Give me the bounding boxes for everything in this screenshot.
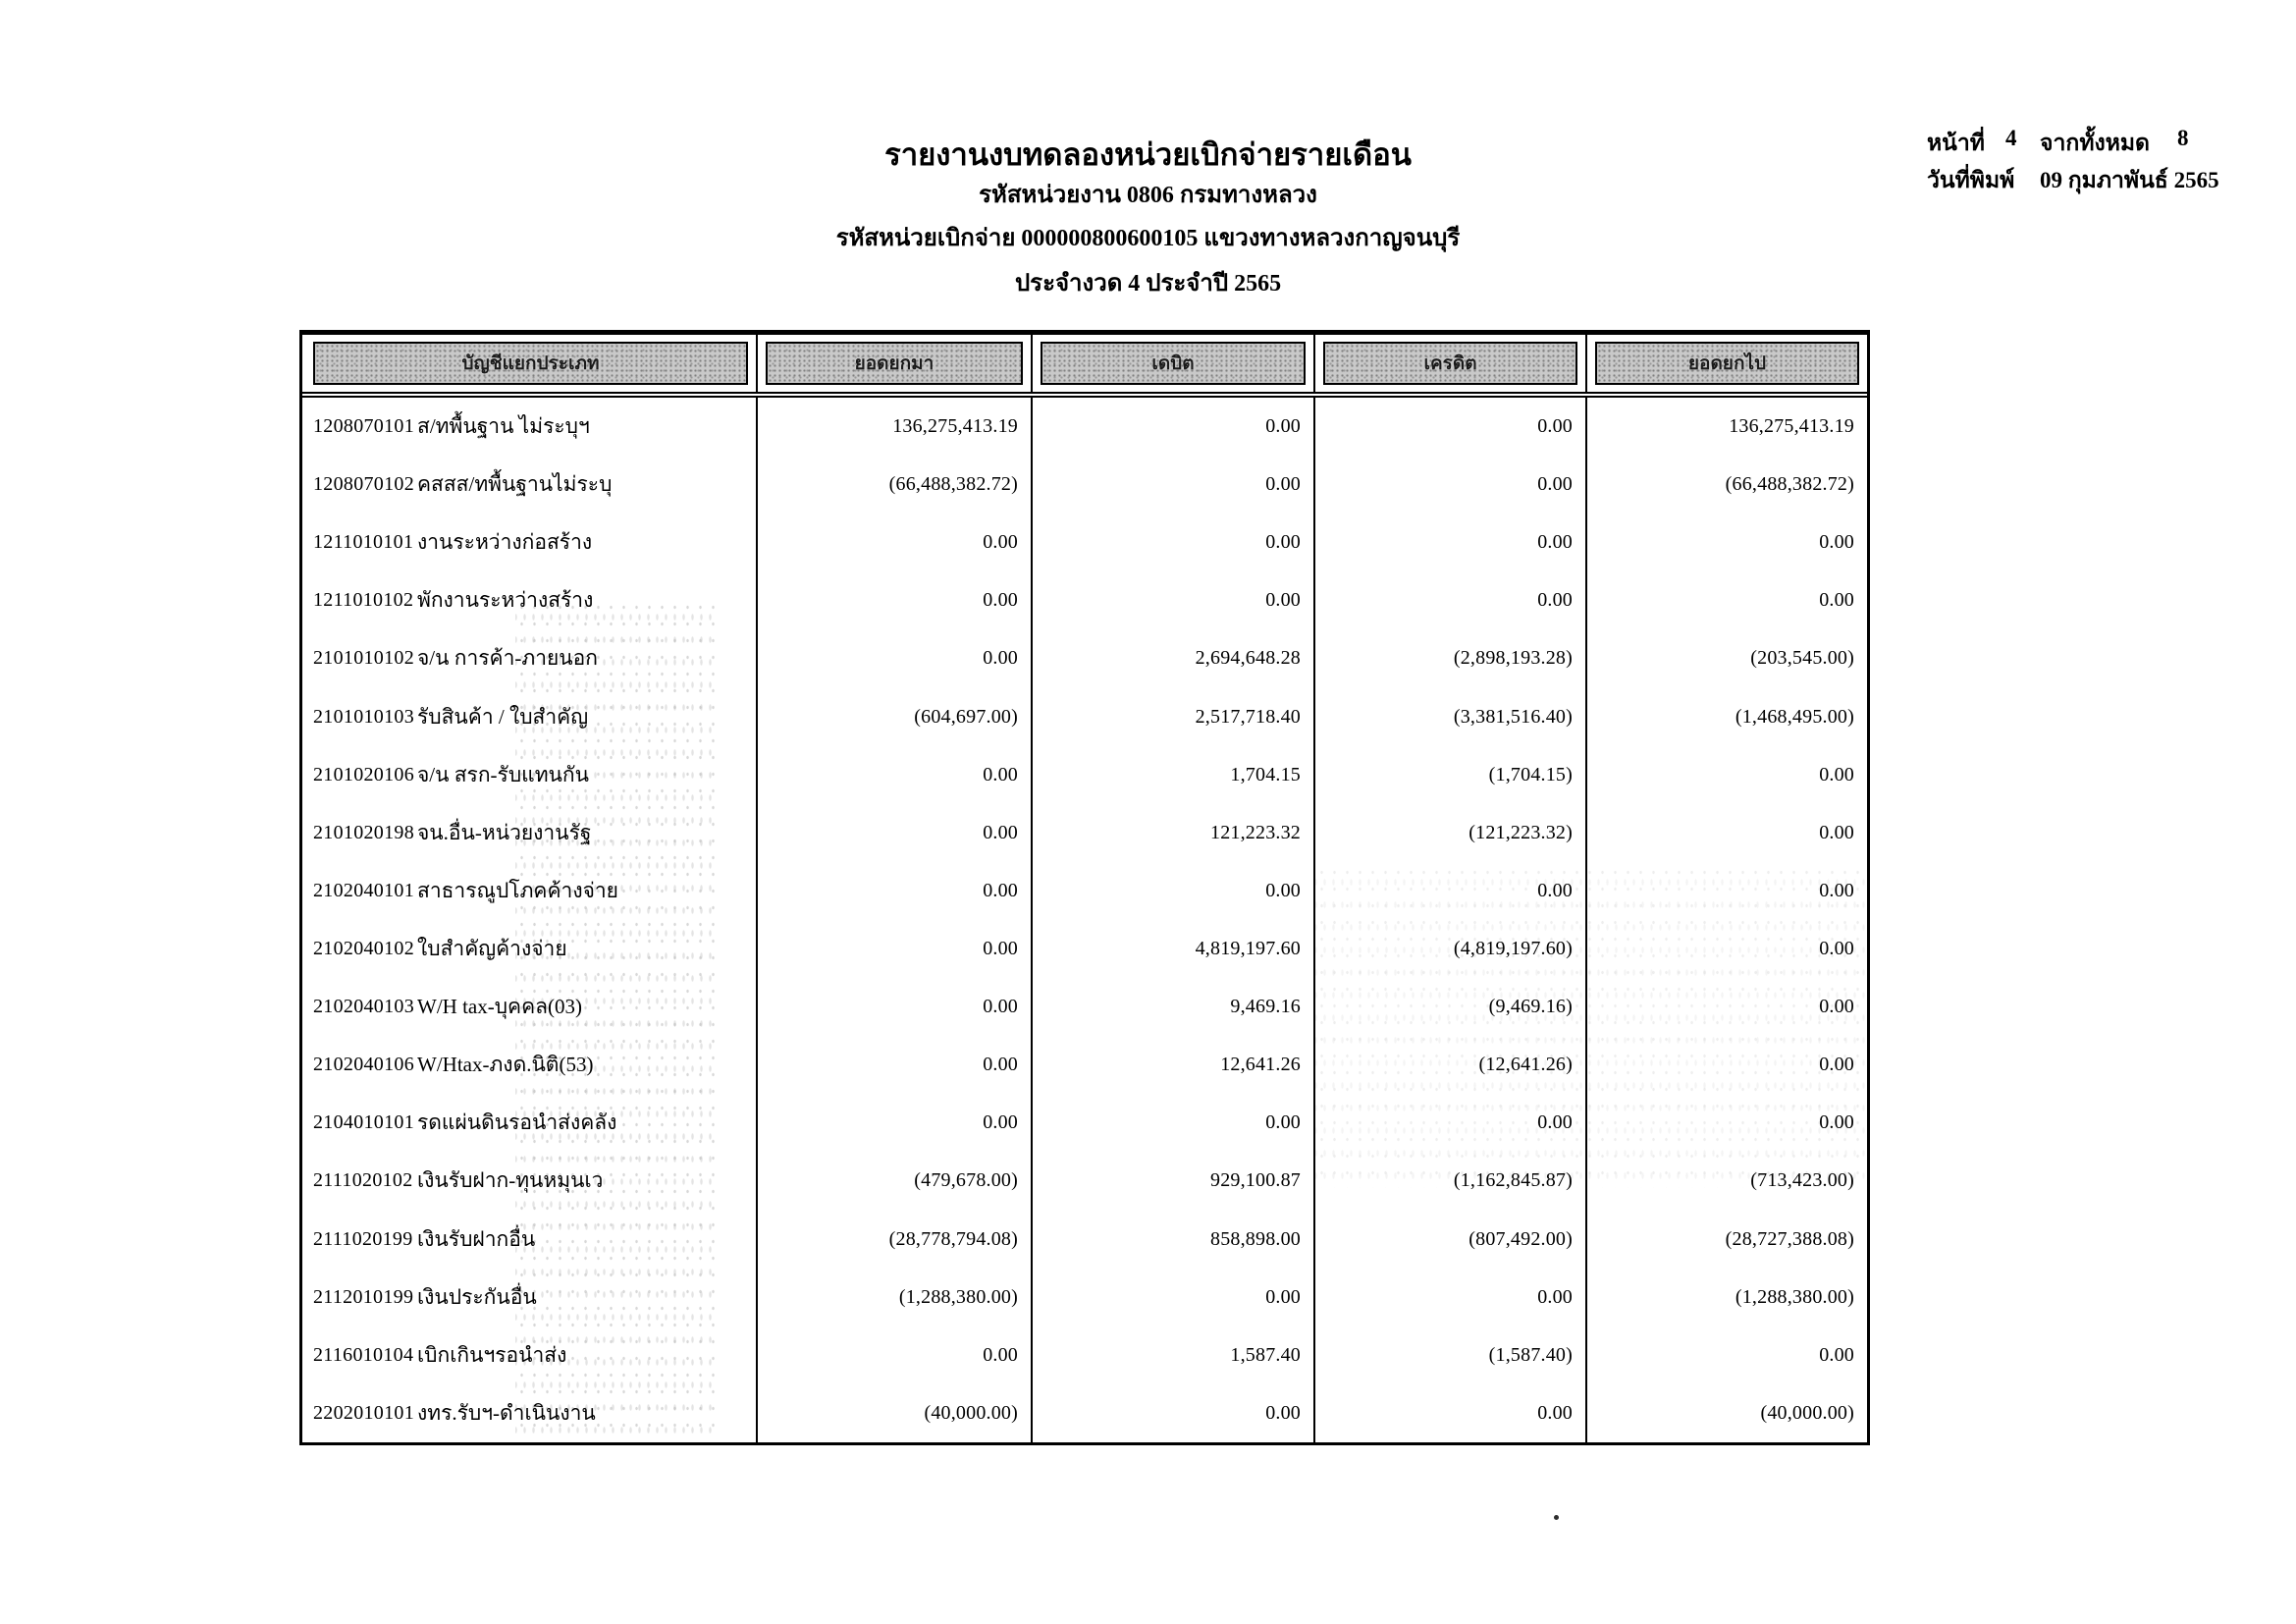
page-info [1927, 126, 2280, 204]
debit-amount: 0.00 [1033, 1384, 1315, 1442]
credit-amount: (3,381,516.40) [1315, 688, 1587, 746]
balance-amount: (1,288,380.00) [1735, 1285, 1854, 1308]
debit-amount: 0.00 [1033, 1094, 1315, 1152]
carry-forward-amount: 0.00 [758, 804, 1033, 862]
disbursement-unit-line: รหัสหน่วยเบิกจ่าย 000000800600105 แขวงทางหลวงกาญจนบุรี [835, 226, 1461, 251]
table-row [302, 1211, 1867, 1269]
table-row [302, 688, 1867, 746]
credit-amount: (1,704.15) [1315, 746, 1587, 804]
carry-forward-amount: 0.00 [758, 629, 1033, 687]
debit-amount: 4,819,197.60 [1033, 920, 1315, 978]
credit-amount: (4,819,197.60) [1315, 920, 1587, 978]
page-label: หน้าที่ [1927, 131, 1985, 155]
account-code: 2111020102 [313, 1169, 413, 1192]
balance-amount: 0.00 [1819, 879, 1854, 901]
account-name: จน.อื่น-หน่วยงานรัฐ [417, 820, 592, 844]
carry-forward-amount: (40,000.00) [758, 1384, 1033, 1442]
account-code: 2102040102 [313, 938, 414, 960]
credit-amount: (807,492.00) [1315, 1211, 1587, 1269]
report-title: รายงานงบทดลองหน่วยเบิกจ่ายรายเดือน [884, 137, 1412, 172]
credit-amount: 0.00 [1315, 514, 1587, 571]
table-body [302, 398, 1867, 1442]
credit-amount: 0.00 [1315, 571, 1587, 629]
debit-amount: 0.00 [1033, 514, 1315, 571]
account-code: 2112010199 [313, 1285, 414, 1308]
account-code: 2104010101 [313, 1111, 414, 1134]
carry-forward-amount: 0.00 [758, 1036, 1033, 1094]
account-name: งานระหว่างก่อสร้าง [417, 530, 593, 555]
table-row [302, 629, 1867, 687]
table-row [302, 571, 1867, 629]
carry-forward-amount: 136,275,413.19 [758, 398, 1033, 456]
credit-amount: 0.00 [1315, 1269, 1587, 1326]
account-name: เงินรับฝาก-ทุนหมุนเว [417, 1168, 604, 1193]
account-cell [302, 1211, 758, 1269]
table-header-row [302, 335, 1867, 398]
debit-amount: 9,469.16 [1033, 978, 1315, 1036]
credit-amount: 0.00 [1315, 1384, 1587, 1442]
period-line: ประจำงวด 4 ประจำปี 2565 [1014, 271, 1282, 297]
account-code: 1211010101 [313, 531, 414, 554]
carry-forward-amount: 0.00 [758, 571, 1033, 629]
balance-amount: 0.00 [1819, 938, 1854, 960]
account-code: 1211010102 [313, 589, 414, 612]
account-code: 2101020106 [313, 763, 414, 785]
of-total-label: จากทั้งหมด [2040, 131, 2150, 155]
account-name: พักงานระหว่างสร้าง [417, 588, 594, 613]
credit-amount: 0.00 [1315, 456, 1587, 514]
debit-amount: 1,704.15 [1033, 746, 1315, 804]
account-name: รดแผ่นดินรอนำส่งคลัง [417, 1110, 617, 1135]
carry-forward-amount: 0.00 [758, 1094, 1033, 1152]
carry-forward-amount: (28,778,794.08) [758, 1211, 1033, 1269]
carry-forward-amount: 0.00 [758, 978, 1033, 1036]
account-code: 1208070101 [313, 415, 414, 438]
account-name: ใบสำคัญค้างจ่าย [417, 937, 567, 961]
balance-amount: 0.00 [1819, 996, 1854, 1018]
account-cell [302, 1036, 758, 1094]
carry-forward-amount: 0.00 [758, 1326, 1033, 1384]
balance-amount: 0.00 [1819, 531, 1854, 554]
account-code: 2102040101 [313, 879, 414, 901]
debit-amount: 1,587.40 [1033, 1326, 1315, 1384]
account-cell [302, 1094, 758, 1152]
carry-forward-amount: 0.00 [758, 746, 1033, 804]
carry-forward-amount: (604,697.00) [758, 688, 1033, 746]
account-name: ส/ทพื้นฐาน ไม่ระบุฯ [417, 414, 590, 439]
debit-amount: 2,694,648.28 [1033, 629, 1315, 687]
carry-forward-amount: 0.00 [758, 862, 1033, 920]
account-cell [302, 629, 758, 687]
header-ledger-account: บัญชีแยกประเภท [313, 342, 748, 385]
account-cell [302, 456, 758, 514]
credit-amount: 0.00 [1315, 1094, 1587, 1152]
credit-amount: (9,469.16) [1315, 978, 1587, 1036]
table-row [302, 1094, 1867, 1152]
scan-artifact-dot [1554, 1515, 1559, 1520]
debit-amount: 0.00 [1033, 456, 1315, 514]
account-name: เงินรับฝากอื่น [417, 1226, 536, 1251]
total-pages: 8 [2177, 126, 2189, 150]
table-row [302, 920, 1867, 978]
account-cell [302, 746, 758, 804]
account-code: 1208070102 [313, 473, 414, 496]
trial-balance-table [299, 330, 1870, 1445]
agency-code-line: รหัสหน่วยงาน 0806 กรมทางหลวง [979, 183, 1317, 208]
balance-amount: (1,468,495.00) [1735, 705, 1854, 728]
account-code: 2116010104 [313, 1343, 414, 1366]
account-name: งทร.รับฯ-ดำเนินงาน [417, 1400, 596, 1425]
balance-amount: 0.00 [1819, 589, 1854, 612]
account-name: จ/น การค้า-ภายนอก [417, 646, 598, 671]
debit-amount: 0.00 [1033, 571, 1315, 629]
table-row [302, 514, 1867, 571]
account-cell [302, 1152, 758, 1210]
account-code: 2102040106 [313, 1054, 414, 1076]
account-code: 2101010102 [313, 647, 414, 670]
debit-amount: 858,898.00 [1033, 1211, 1315, 1269]
credit-amount: (1,162,845.87) [1315, 1152, 1587, 1210]
table-row [302, 804, 1867, 862]
header-debit: เดบิต [1041, 342, 1306, 385]
account-name: W/H tax-บุคคล(03) [417, 995, 582, 1019]
carry-forward-amount: 0.00 [758, 514, 1033, 571]
account-name: จ/น สรก-รับแทนกัน [417, 762, 589, 786]
account-cell [302, 514, 758, 571]
table-row [302, 1269, 1867, 1326]
table-row [302, 1036, 1867, 1094]
debit-amount: 121,223.32 [1033, 804, 1315, 862]
balance-amount: 0.00 [1819, 763, 1854, 785]
account-cell [302, 398, 758, 456]
account-cell [302, 1326, 758, 1384]
carry-forward-amount: (479,678.00) [758, 1152, 1033, 1210]
debit-amount: 0.00 [1033, 398, 1315, 456]
account-cell [302, 1269, 758, 1326]
table-row [302, 978, 1867, 1036]
account-cell [302, 571, 758, 629]
credit-amount: 0.00 [1315, 862, 1587, 920]
carry-forward-amount: 0.00 [758, 920, 1033, 978]
table-row [302, 456, 1867, 514]
account-name: เบิกเกินฯรอนำส่ง [417, 1342, 567, 1367]
account-name: คสสส/ทพื้นฐานไม่ระบุ [417, 472, 613, 497]
credit-amount: (2,898,193.28) [1315, 629, 1587, 687]
credit-amount: (12,641.26) [1315, 1036, 1587, 1094]
debit-amount: 0.00 [1033, 862, 1315, 920]
table-row [302, 398, 1867, 456]
print-date-label: วันที่พิมพ์ [1927, 168, 2015, 192]
balance-amount: 0.00 [1819, 1054, 1854, 1076]
table-row [302, 862, 1867, 920]
account-cell [302, 978, 758, 1036]
balance-amount: (66,488,382.72) [1725, 473, 1854, 496]
table-row [302, 746, 1867, 804]
balance-amount: (203,545.00) [1750, 647, 1854, 670]
balance-amount: 0.00 [1819, 1343, 1854, 1366]
account-name: เงินประกันอื่น [417, 1284, 537, 1309]
table-row [302, 1384, 1867, 1442]
account-name: สาธารณูปโภคค้างจ่าย [417, 878, 618, 902]
account-name: รับสินค้า / ใบสำคัญ [417, 704, 589, 729]
carry-forward-amount: (1,288,380.00) [758, 1269, 1033, 1326]
credit-amount: (1,587.40) [1315, 1326, 1587, 1384]
table-row [302, 1326, 1867, 1384]
balance-amount: 0.00 [1819, 1111, 1854, 1134]
page-number: 4 [2005, 126, 2017, 150]
account-cell [302, 688, 758, 746]
header-carry-forward: ยอดยกมา [766, 342, 1023, 385]
account-code: 2102040103 [313, 996, 414, 1018]
debit-amount: 12,641.26 [1033, 1036, 1315, 1094]
account-code: 2111020199 [313, 1227, 413, 1250]
header-credit: เครดิต [1323, 342, 1577, 385]
credit-amount: 0.00 [1315, 398, 1587, 456]
balance-amount: (40,000.00) [1760, 1401, 1854, 1424]
account-code: 2101010103 [313, 705, 414, 728]
header-balance-forward: ยอดยกไป [1595, 342, 1859, 385]
account-name: W/Htax-ภงด.นิติ(53) [417, 1053, 594, 1077]
print-date: 09 กุมภาพันธ์ 2565 [2040, 168, 2219, 192]
account-code: 2101020198 [313, 821, 414, 843]
table-row [302, 1152, 1867, 1210]
account-cell [302, 862, 758, 920]
account-cell [302, 804, 758, 862]
debit-amount: 0.00 [1033, 1269, 1315, 1326]
account-cell [302, 1384, 758, 1442]
balance-amount: (28,727,388.08) [1725, 1227, 1854, 1250]
debit-amount: 929,100.87 [1033, 1152, 1315, 1210]
debit-amount: 2,517,718.40 [1033, 688, 1315, 746]
balance-amount: 136,275,413.19 [1729, 415, 1854, 438]
balance-amount: 0.00 [1819, 821, 1854, 843]
credit-amount: (121,223.32) [1315, 804, 1587, 862]
account-cell [302, 920, 758, 978]
carry-forward-amount: (66,488,382.72) [758, 456, 1033, 514]
balance-amount: (713,423.00) [1750, 1169, 1854, 1192]
account-code: 2202010101 [313, 1401, 414, 1424]
